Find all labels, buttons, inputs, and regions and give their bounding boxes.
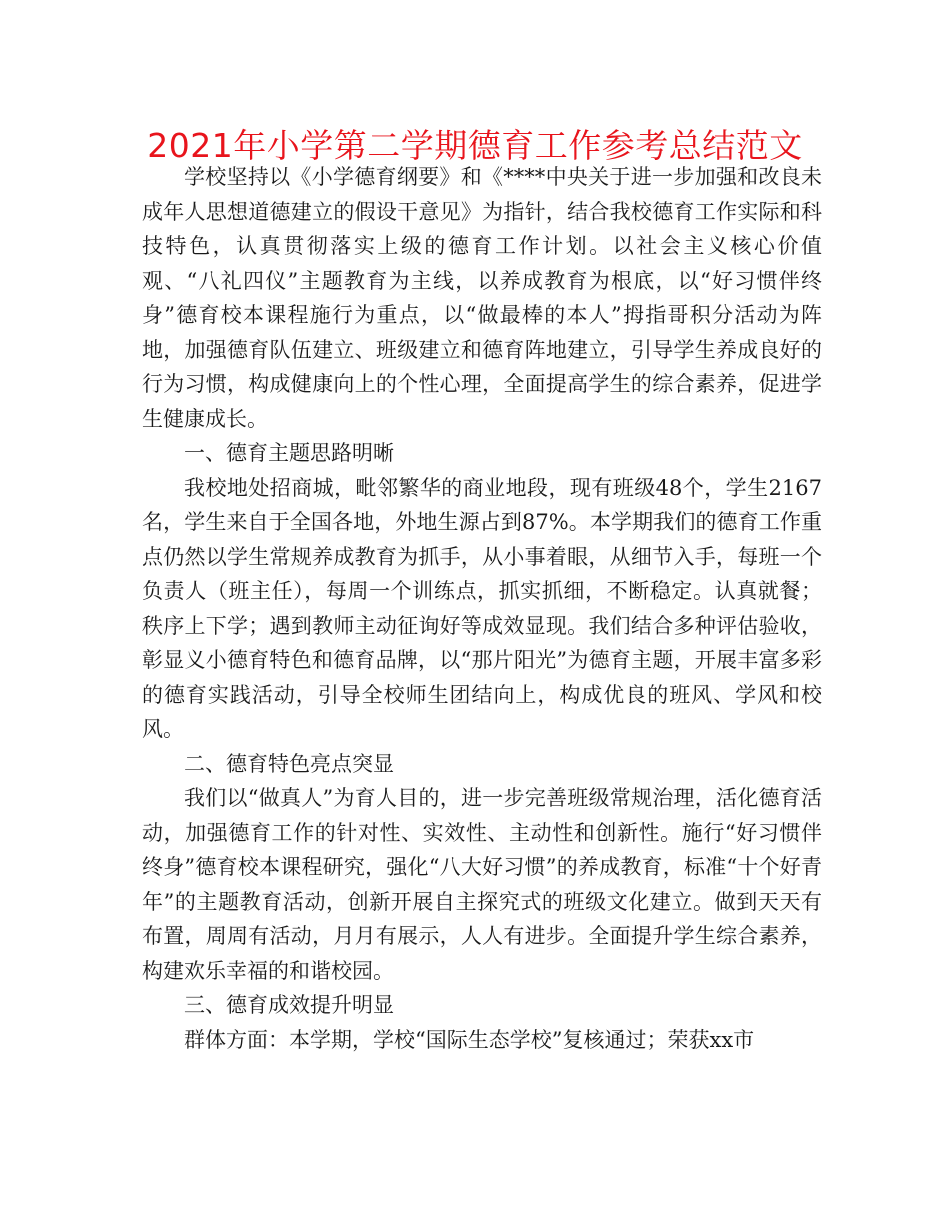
section-heading-2: 二、德育特色亮点突显 <box>184 751 394 776</box>
document-body <box>142 160 822 1057</box>
paragraph-section-3: 群体方面：本学期，学校“国际生态学校”复核通过；荣获xx市 <box>184 1027 755 1052</box>
paragraph-section-2: 我们以“做真人”为育人目的，进一步完善班级常规治理，活化德育活动，加强德育工作的针对性、实效性、主动性和创新性。施行“好习惯伴终身”德育校本课程研究，强化“八大好习惯”的养成教育，标准“十个好青年”的主题教育活动，创新开展自主探究式的班级文化建立。做到天天有布置，周周有活动，月月有展示，人人有进步。全面提升学生综合素养，构建欢乐幸福的和谐校园。 <box>142 786 822 983</box>
section-heading-3: 三、德育成效提升明显 <box>184 993 394 1017</box>
document-title: 2021年小学第二学期德育工作参考总结范文 <box>147 126 803 165</box>
paragraph-intro: 学校坚持以《小学德育纲要》和《****中央关于进一步加强和改良未成年人思想道德建立的假设干意见》为指针，结合我校德育工作实际和科技特色，认真贯彻落实上级的德育工作计划。以社会主义核心价值观、“八礼四仪”主题教育为主线，以养成教育为根底，以“好习惯伴终身”德育校本课程施行为重点，以“做最棒的本人”拇指哥积分活动为阵地，加强德育队伍建立、班级建立和德育阵地建立，引导学生养成良好的行为习惯，构成健康向上的个性心理，全面提高学生的综合素养，促进学生健康成长。 <box>142 165 822 431</box>
paragraph-section-1: 我校地处招商城，毗邻繁华的商业地段，现有班级48个，学生2167名，学生来自于全国各地，外地生源占到87%。本学期我们的德育工作重点仍然以学生常规养成教育为抓手，从小事着眼，从细节入手，每班一个负责人（班主任），每周一个训练点，抓实抓细，不断稳定。认真就餐；秩序上下学；遇到教师主动征询好等成效显现。我们结合多种评估验收，彰显义小德育特色和德育品牌，以“那片阳光”为德育主题，开展丰富多彩的德育实践活动，引导全校师生团结向上，构成优良的班风、学风和校风。 <box>142 475 822 741</box>
section-heading-1: 一、德育主题思路明晰 <box>184 441 394 465</box>
